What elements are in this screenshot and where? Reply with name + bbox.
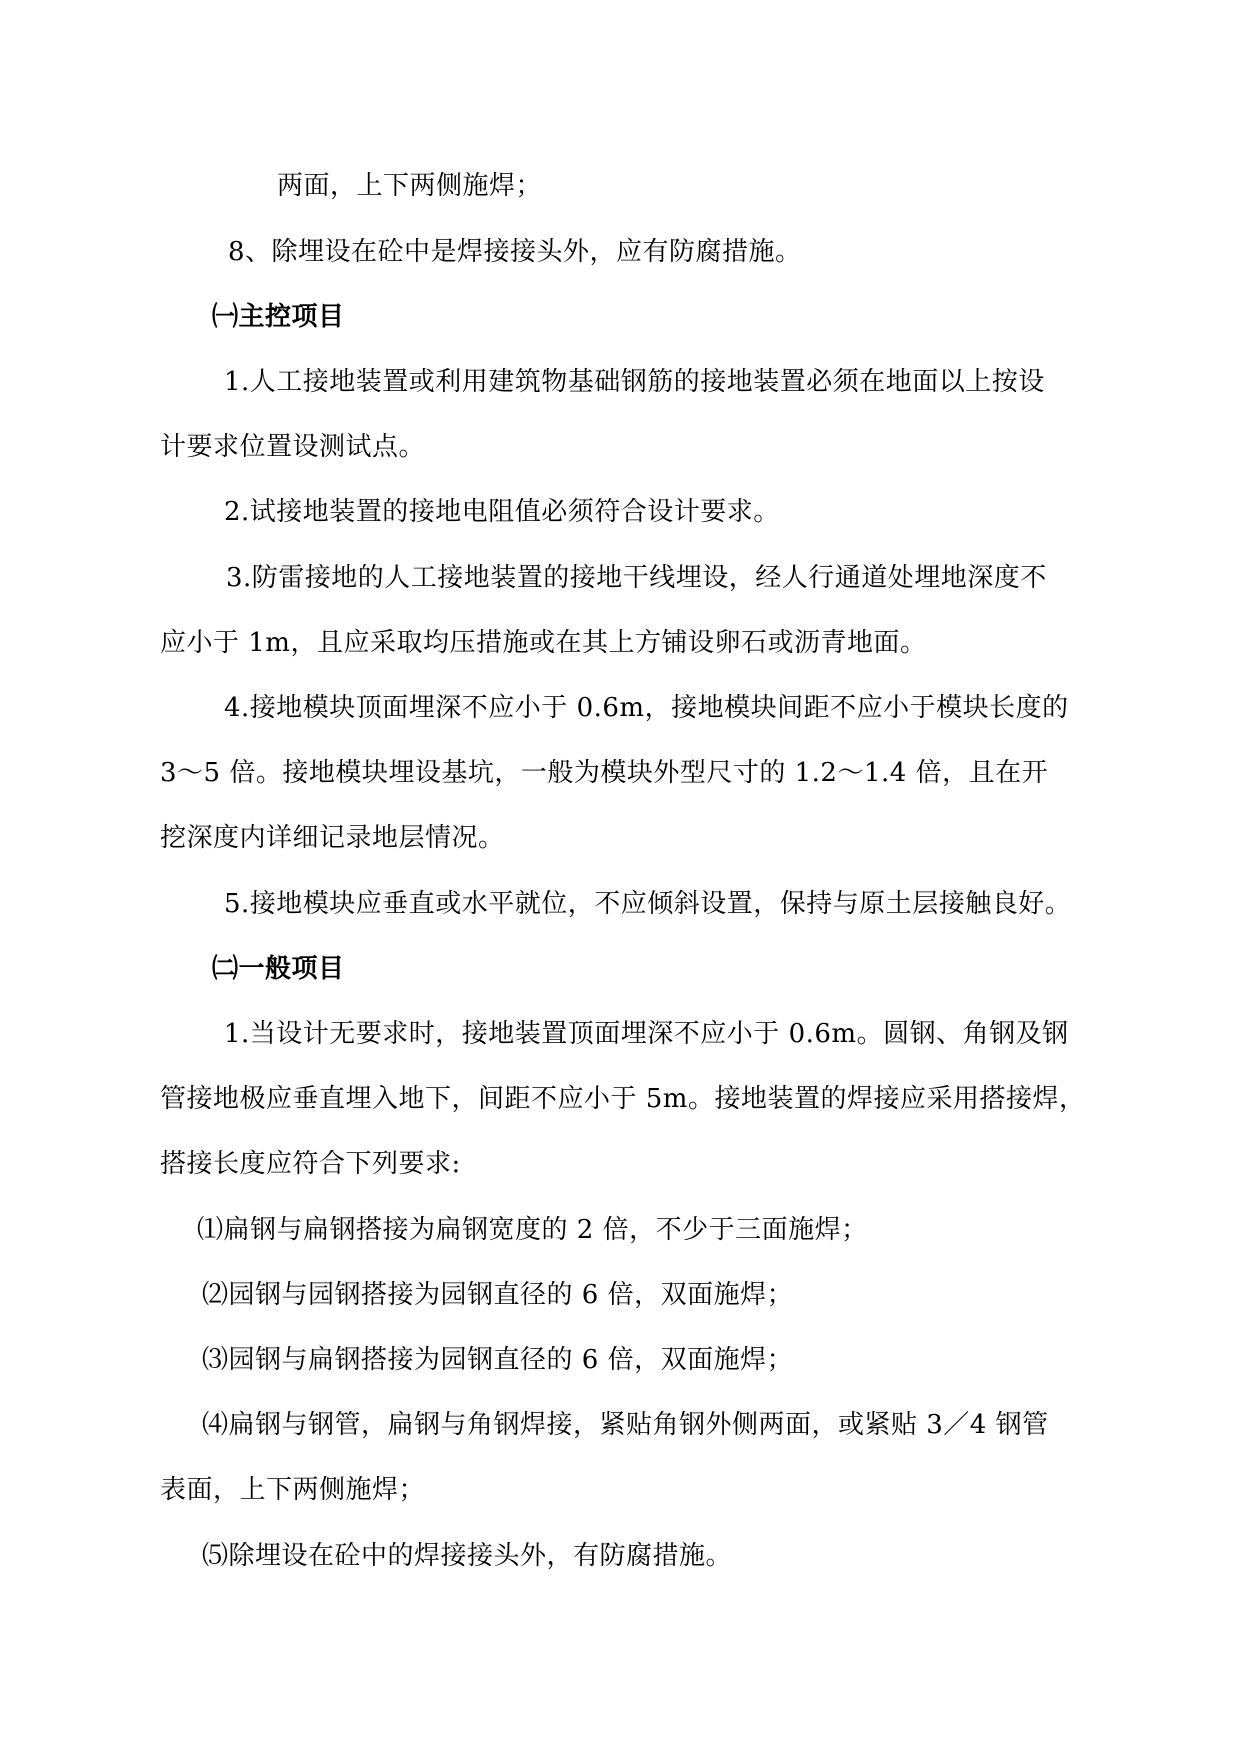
- paragraph-line: 2.试接地装置的接地电阻值必须符合设计要求。: [224, 497, 780, 527]
- paragraph-line: 搭接长度应符合下列要求:: [160, 1149, 461, 1179]
- paragraph-line: 3.防雷接地的人工接地装置的接地干线埋设，经人行通道处埋地深度不: [226, 563, 1047, 593]
- list-item: ⑶园钢与扁钢搭接为园钢直径的 6 倍，双面施焊；: [202, 1345, 794, 1375]
- list-item: ⑷扁钢与钢管，扁钢与角钢焊接，紧贴角钢外侧两面，或紧贴 3／4 钢管: [202, 1410, 1049, 1440]
- paragraph-line: 4.接地模块顶面埋深不应小于 0.6m，接地模块间距不应小于模块长度的: [224, 693, 1069, 723]
- paragraph-line: 1.人工接地装置或利用建筑物基础钢筋的接地装置必须在地面以上按设: [224, 367, 1045, 397]
- list-item: ⑴扁钢与扁钢搭接为扁钢宽度的 2 倍，不少于三面施焊；: [197, 1215, 868, 1245]
- paragraph-line: 8、除埋设在砼中是焊接接头外，应有防腐措施。: [228, 237, 802, 267]
- paragraph-line: 3～5 倍。接地模块埋设基坑，一般为模块外型尺寸的 1.2～1.4 倍，且在开: [160, 758, 1049, 788]
- paragraph-line: 管接地极应垂直埋入地下，间距不应小于 5m。接地装置的焊接应采用搭接焊，: [160, 1084, 1086, 1114]
- section-heading-main-control: ㈠主控项目: [212, 302, 345, 332]
- paragraph-line: 两面，上下两侧施焊；: [277, 171, 543, 201]
- list-item: ⑸除埋设在砼中的焊接接头外，有防腐措施。: [202, 1541, 733, 1571]
- paragraph-line: 挖深度内详细记录地层情况。: [160, 823, 505, 853]
- paragraph-line: 5.接地模块应垂直或水平就位，不应倾斜设置，保持与原土层接触良好。: [224, 889, 1072, 919]
- paragraph-line: 1.当设计无要求时，接地装置顶面埋深不应小于 0.6m。圆钢、角钢及钢: [224, 1019, 1069, 1049]
- paragraph-line: 应小于 1m，且应采取均压措施或在其上方铺设卵石或沥青地面。: [160, 628, 927, 658]
- list-item: ⑵园钢与园钢搭接为园钢直径的 6 倍，双面施焊；: [202, 1280, 794, 1310]
- section-heading-general: ㈡一般项目: [212, 954, 345, 984]
- paragraph-line: 计要求位置设测试点。: [160, 432, 426, 462]
- paragraph-line: 表面，上下两侧施焊；: [160, 1475, 426, 1505]
